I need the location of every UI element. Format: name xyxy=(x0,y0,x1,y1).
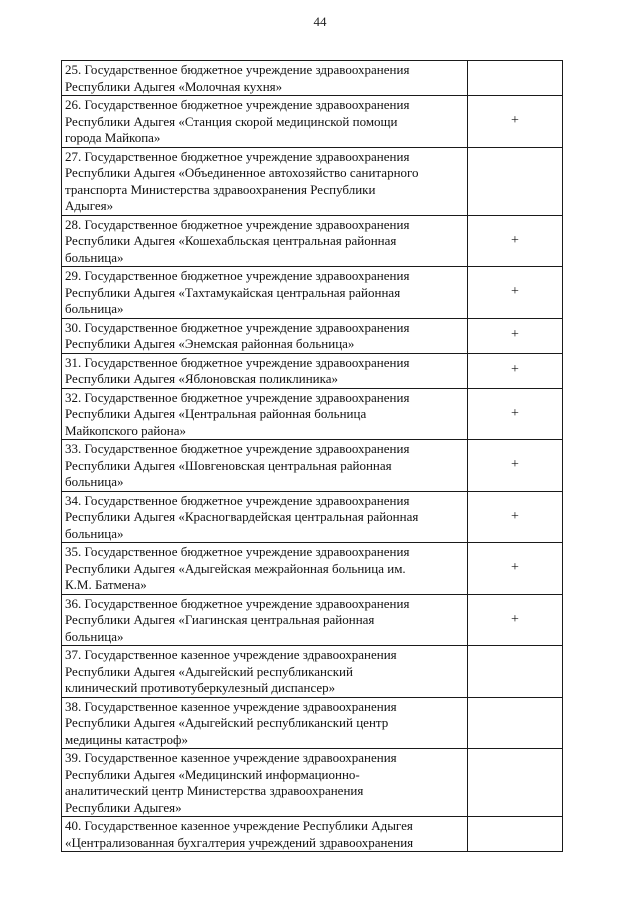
table-row xyxy=(62,817,563,852)
mark-cell xyxy=(468,61,563,96)
institution-name-cell: 33. Государственное бюджетное учреждение здравоохранения Республики Адыгея «Шовгеновская центральная районная больница» xyxy=(62,440,468,492)
mark-cell: + xyxy=(468,543,563,595)
table-row xyxy=(62,147,563,215)
mark-cell xyxy=(468,697,563,749)
institution-name-cell: 34. Государственное бюджетное учреждение здравоохранения Республики Адыгея «Красногвардейская центральная районная больница» xyxy=(62,491,468,543)
mark-cell: + xyxy=(468,267,563,319)
institution-name-cell: 32. Государственное бюджетное учреждение здравоохранения Республики Адыгея «Центральная районная больница Майкопского района» xyxy=(62,388,468,440)
institution-name-cell: 38. Государственное казенное учреждение здравоохранения Республики Адыгея «Адыгейский республиканский центр медицины катастроф» xyxy=(62,697,468,749)
institution-name-cell: 25. Государственное бюджетное учреждение здравоохранения Республики Адыгея «Молочная кухня» xyxy=(62,61,468,96)
institution-name-cell: 31. Государственное бюджетное учреждение здравоохранения Республики Адыгея «Яблоновская поликлиника» xyxy=(62,353,468,388)
institution-name-cell: 39. Государственное казенное учреждение здравоохранения Республики Адыгея «Медицинский информационно- аналитический центр Министерства здравоохранения Республики Адыгея» xyxy=(62,749,468,817)
mark-cell xyxy=(468,817,563,852)
mark-cell xyxy=(468,646,563,698)
mark-cell: + xyxy=(468,318,563,353)
table-row xyxy=(62,697,563,749)
table-row xyxy=(62,440,563,492)
institutions-table xyxy=(61,60,563,852)
institution-name-cell: 37. Государственное казенное учреждение здравоохранения Республики Адыгея «Адыгейский республиканский клинический противотуберкулезный диспансер» xyxy=(62,646,468,698)
institution-name-cell: 30. Государственное бюджетное учреждение здравоохранения Республики Адыгея «Энемская районная больница» xyxy=(62,318,468,353)
table-row xyxy=(62,267,563,319)
mark-cell: + xyxy=(468,594,563,646)
mark-cell: + xyxy=(468,353,563,388)
mark-cell: + xyxy=(468,491,563,543)
institution-name-cell: 36. Государственное бюджетное учреждение здравоохранения Республики Адыгея «Гиагинская центральная районная больница» xyxy=(62,594,468,646)
mark-cell: + xyxy=(468,440,563,492)
table-row xyxy=(62,61,563,96)
table-row xyxy=(62,96,563,148)
page-number: 44 xyxy=(313,14,327,29)
institution-name-cell: 27. Государственное бюджетное учреждение здравоохранения Республики Адыгея «Объединенное автохозяйство санитарного транспорта Министерства здравоохранения Республики Адыгея» xyxy=(62,147,468,215)
table-row xyxy=(62,749,563,817)
mark-cell xyxy=(468,749,563,817)
table-row xyxy=(62,491,563,543)
table-row xyxy=(62,594,563,646)
table-row xyxy=(62,646,563,698)
table-row xyxy=(62,543,563,595)
institution-name-cell: 40. Государственное казенное учреждение Республики Адыгея «Централизованная бухгалтерия учреждений здравоохранения xyxy=(62,817,468,852)
institution-name-cell: 28. Государственное бюджетное учреждение здравоохранения Республики Адыгея «Кошехабльская центральная районная больница» xyxy=(62,215,468,267)
mark-cell: + xyxy=(468,215,563,267)
table-row xyxy=(62,318,563,353)
mark-cell: + xyxy=(468,388,563,440)
table-row xyxy=(62,388,563,440)
mark-cell xyxy=(468,147,563,215)
institution-name-cell: 26. Государственное бюджетное учреждение здравоохранения Республики Адыгея «Станция скорой медицинской помощи города Майкопа» xyxy=(62,96,468,148)
institution-name-cell: 29. Государственное бюджетное учреждение здравоохранения Республики Адыгея «Тахтамукайская центральная районная больница» xyxy=(62,267,468,319)
institution-name-cell: 35. Государственное бюджетное учреждение здравоохранения Республики Адыгея «Адыгейская межрайонная больница им. К.М. Батмена» xyxy=(62,543,468,595)
mark-cell: + xyxy=(468,96,563,148)
table-row xyxy=(62,215,563,267)
table-row xyxy=(62,353,563,388)
